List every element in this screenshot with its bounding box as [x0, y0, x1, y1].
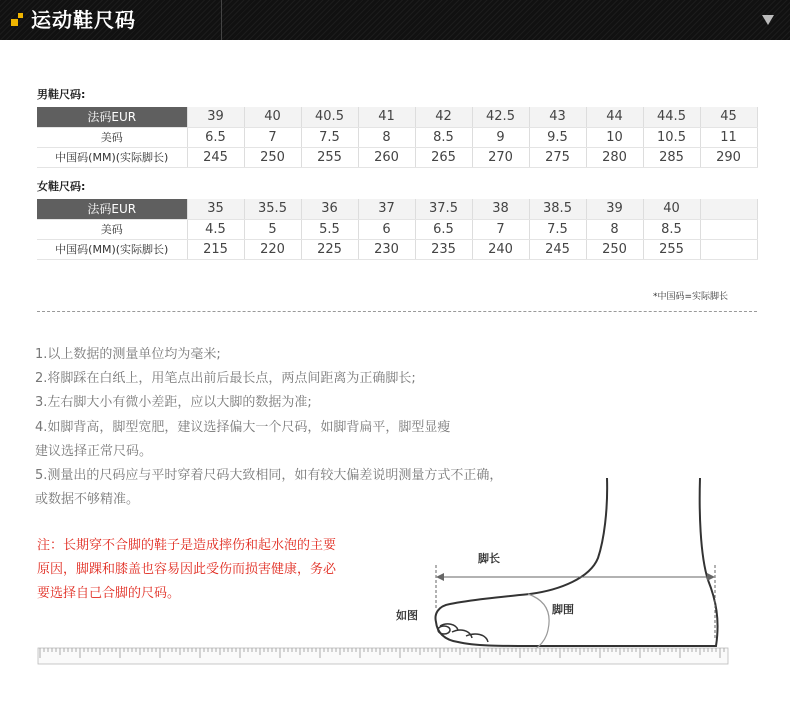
women-row: [37, 239, 757, 259]
row-label: 美码: [37, 127, 187, 147]
size-cell: 255: [301, 147, 358, 167]
foot-length-label: 脚长: [478, 552, 500, 565]
arrow-left-icon: [436, 573, 444, 581]
women-row: [37, 219, 757, 239]
men-section-label: 男鞋尺码:: [37, 88, 86, 101]
size-cell: 7: [244, 127, 301, 147]
row-label: 美码: [37, 219, 187, 239]
size-cell: 5.5: [301, 219, 358, 239]
arrow-right-icon: [707, 573, 715, 581]
size-cell: 215: [187, 239, 244, 259]
size-cell: 11: [700, 127, 757, 147]
warning-line: 要选择自己合脚的尺码。: [37, 586, 181, 601]
size-cell: 6.5: [187, 127, 244, 147]
size-cell: 41: [358, 107, 415, 127]
ruler: [38, 648, 728, 664]
size-cell: 270: [472, 147, 529, 167]
dashed-divider: [37, 311, 757, 312]
size-cell: 35: [187, 199, 244, 219]
size-cell: 260: [358, 147, 415, 167]
instruction-line: 3.左右脚大小有微小差距，应以大脚的数据为准;: [35, 395, 312, 411]
women-section-label: 女鞋尺码:: [37, 180, 86, 193]
size-cell: 7.5: [301, 127, 358, 147]
men-size-table: [37, 107, 758, 168]
size-cell: 285: [643, 147, 700, 167]
accent-square-icon: [11, 19, 18, 26]
size-cell: 9: [472, 127, 529, 147]
instruction-line: 1.以上数据的测量单位均为毫米;: [35, 347, 221, 362]
size-cell: 36: [301, 199, 358, 219]
size-cell: 35.5: [244, 199, 301, 219]
men-row: [37, 127, 757, 147]
size-cell: 220: [244, 239, 301, 259]
warning-note: [37, 534, 377, 606]
size-cell: [700, 239, 757, 259]
size-cell: 38: [472, 199, 529, 219]
size-cell: 235: [415, 239, 472, 259]
row-label: 中国码(MM)(实际脚长): [37, 147, 187, 167]
row-label: 法码EUR: [37, 107, 187, 127]
size-cell: 290: [700, 147, 757, 167]
size-cell: 45: [700, 107, 757, 127]
size-cell: 8.5: [415, 127, 472, 147]
size-cell: 225: [301, 239, 358, 259]
warning-line: 原因，脚踝和膝盖也容易因此受伤而损害健康，务必: [37, 562, 337, 577]
size-cell: 43: [529, 107, 586, 127]
size-cell: 44: [586, 107, 643, 127]
big-toe: [438, 626, 450, 634]
header-divider: [221, 0, 222, 40]
size-cell: 38.5: [529, 199, 586, 219]
instruction-line: 4.如脚背高，脚型宽肥，建议选择偏大一个尺码，如脚背扁平，脚型显瘦: [35, 419, 451, 435]
size-cell: 40: [244, 107, 301, 127]
page-title: 运动鞋尺码: [31, 8, 136, 32]
size-cell: 39: [586, 199, 643, 219]
women-size-table: [37, 199, 758, 260]
page-header: [0, 0, 790, 40]
size-cell: 275: [529, 147, 586, 167]
size-cell: 39: [187, 107, 244, 127]
instruction-line: 2.将脚踩在白纸上，用笔点出前后最长点，两点间距离为正确脚长;: [35, 371, 416, 387]
toes-outline: [440, 624, 488, 642]
size-cell: 4.5: [187, 219, 244, 239]
girth-curve: [528, 594, 549, 650]
measurement-instructions: [35, 343, 555, 512]
size-cell: 245: [529, 239, 586, 259]
instruction-line: 建议选择正常尺码。: [35, 443, 153, 459]
size-cell: [700, 219, 757, 239]
ruler-ticks: [40, 648, 724, 658]
size-cell: 230: [358, 239, 415, 259]
row-label: 法码EUR: [37, 199, 187, 219]
size-cell: 10: [586, 127, 643, 147]
chevron-down-icon[interactable]: [762, 15, 774, 25]
size-cell: 250: [244, 147, 301, 167]
size-cell: 42: [415, 107, 472, 127]
size-cell: 40: [643, 199, 700, 219]
size-cell: 8: [586, 219, 643, 239]
size-cell: 44.5: [643, 107, 700, 127]
size-cell: 8.5: [643, 219, 700, 239]
foot-girth-label: 脚围: [552, 603, 574, 616]
instruction-line: 5.测量出的尺码应与平时穿着尺码大致相同，如有较大偏差说明测量方式不正确，: [35, 468, 503, 484]
row-label: 中国码(MM)(实际脚长): [37, 239, 187, 259]
size-cell: 37: [358, 199, 415, 219]
size-cell: 6.5: [415, 219, 472, 239]
men-row: [37, 147, 757, 167]
size-cell: 240: [472, 239, 529, 259]
as-shown-label: 如图: [396, 609, 418, 622]
size-cell: [700, 199, 757, 219]
size-cell: 7.5: [529, 219, 586, 239]
size-cell: 9.5: [529, 127, 586, 147]
warning-line: 注：长期穿不合脚的鞋子是造成摔伤和起水泡的主要: [37, 538, 337, 553]
size-cell: 265: [415, 147, 472, 167]
size-cell: 250: [586, 239, 643, 259]
size-cell: 37.5: [415, 199, 472, 219]
size-cell: 5: [244, 219, 301, 239]
size-cell: 42.5: [472, 107, 529, 127]
instruction-line: 或数据不够精准。: [35, 492, 140, 508]
size-cell: 6: [358, 219, 415, 239]
women-row: [37, 199, 757, 219]
accent-square-small-icon: [18, 13, 23, 18]
size-note: *中国码=实际脚长: [653, 292, 729, 302]
size-cell: 40.5: [301, 107, 358, 127]
size-cell: 10.5: [643, 127, 700, 147]
size-cell: 245: [187, 147, 244, 167]
size-cell: 7: [472, 219, 529, 239]
size-cell: 255: [643, 239, 700, 259]
size-cell: 280: [586, 147, 643, 167]
men-row: [37, 107, 757, 127]
size-cell: 8: [358, 127, 415, 147]
